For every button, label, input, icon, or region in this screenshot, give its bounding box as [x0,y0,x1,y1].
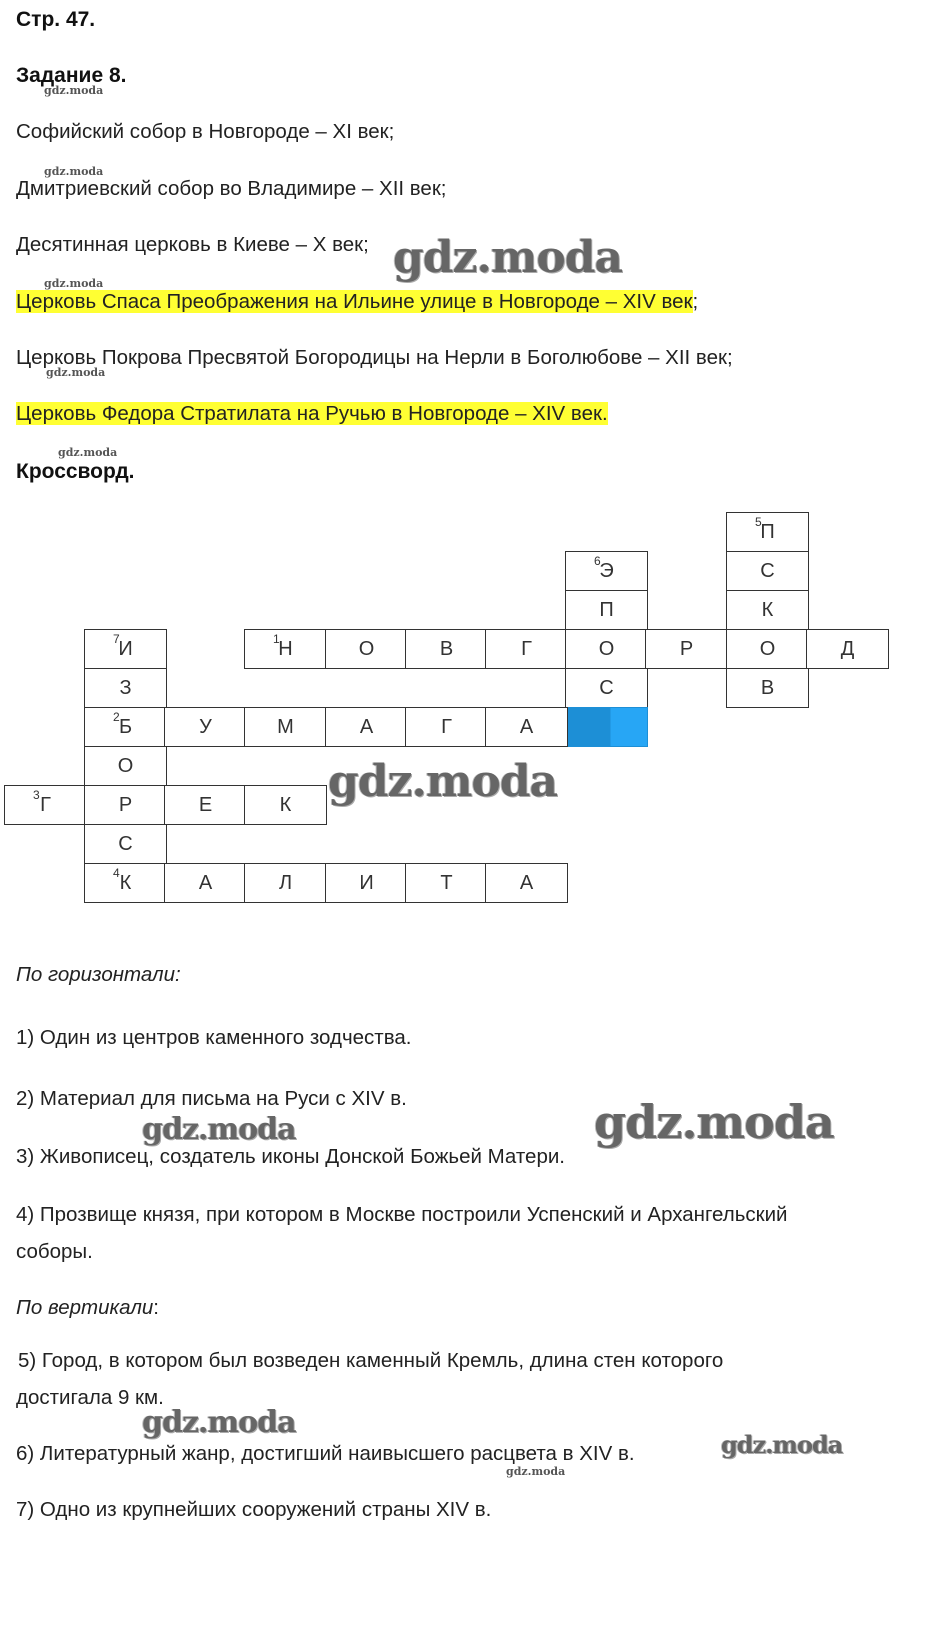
crossword-cell [84,863,167,903]
vertical-title-text: По вертикали [16,1296,154,1319]
watermark: gdz.moda [393,232,623,283]
cell-letter: Р [679,637,694,660]
clue-number: 2 [113,710,120,724]
answer-line-3: Десятинная церковь в Киеве – X век; [16,233,369,256]
vertical-clue-5-cont: достигала 9 км. [16,1386,164,1409]
crossword-cell [325,863,408,903]
crossword-cell [726,668,809,708]
clue-number: 7 [113,632,120,646]
cell-letter: И [359,871,374,894]
horizontal-clue-3: 3) Живописец, создатель иконы Донской Божьей Матери. [16,1145,565,1168]
watermark: gdz.moda [594,1095,834,1149]
crossword-cell [164,707,247,747]
horizontal-clue-4-cont: соборы. [16,1240,93,1263]
cell-letter: С [599,676,614,699]
crossword-cell [164,863,247,903]
cell-letter: Б [118,715,133,738]
crossword-cell [405,863,488,903]
crossword-cell [84,785,167,825]
watermark: gdz.moda [44,165,104,178]
cell-letter: А [519,871,534,894]
crossword-cell [726,512,809,552]
cell-letter: В [760,676,775,699]
page-label: Стр. 47. [16,8,96,31]
watermark: gdz.moda [44,84,104,97]
crossword-title: Кроссворд. [16,460,135,483]
crossword-cell-blue [565,707,648,747]
cell-letter: С [118,832,133,855]
crossword-cell [244,707,327,747]
cell-letter: Г [441,715,452,738]
highlighted-text: Церковь Спаса Преображения на Ильине улице в Новгороде – XIV век [16,290,693,313]
crossword-cell [565,551,648,591]
answer-line-5: Церковь Покрова Пресвятой Богородицы на Нерли в Боголюбове – XII век; [16,346,733,369]
clue-number: 4 [113,866,120,880]
cell-letter: Н [278,637,293,660]
vertical-clue-6: 6) Литературный жанр, достигший наивысшего расцвета в XIV в. [16,1442,635,1465]
cell-letter: Л [278,871,293,894]
horizontal-clue-2: 2) Материал для письма на Руси с XIV в. [16,1087,407,1110]
cell-letter: О [117,754,134,777]
watermark: gdz.moda [44,277,104,290]
crossword-cell [726,551,809,591]
clue-number: 5 [755,515,762,529]
crossword-cell [485,629,568,669]
cell-letter: М [277,715,294,738]
crossword-cell [485,863,568,903]
crossword-cell [565,590,648,630]
vertical-clue-7: 7) Одно из крупнейших сооружений страны XIV в. [16,1498,492,1521]
cell-letter: Г [40,793,51,816]
crossword-cell [565,668,648,708]
crossword-cell [325,707,408,747]
crossword-cell [84,824,167,864]
task-label: Задание 8. [16,64,127,87]
line-end: ; [692,290,699,313]
horizontal-clue-1: 1) Один из центров каменного зодчества. [16,1026,412,1049]
highlighted-text: Церковь Федора Стратилата на Ручью в Новгороде – XIV век. [16,402,608,425]
cell-letter: В [439,637,454,660]
clue-number: 3 [33,788,40,802]
cell-letter: Г [521,637,532,660]
horizontal-title: По горизонтали: [16,963,181,986]
vertical-clue-5: 5) Город, в котором был возведен каменный Кремль, длина стен которого [18,1349,724,1372]
cell-letter: У [199,715,212,738]
answer-line-4 [16,290,698,314]
vertical-title [16,1296,159,1320]
cell-letter: П [760,520,775,543]
answer-line-2: Дмитриевский собор во Владимире – XII век; [16,177,447,200]
crossword-cell [84,746,167,786]
crossword-cell [565,629,648,669]
cell-letter: Е [198,793,213,816]
cell-letter: А [198,871,213,894]
crossword-cell [84,668,167,708]
crossword-cell [485,707,568,747]
crossword-cell [325,629,408,669]
crossword-cell [244,785,327,825]
clue-number: 6 [594,554,601,568]
cell-letter: З [119,676,132,699]
crossword-cell [84,707,167,747]
cell-letter: О [759,637,776,660]
clue-number: 1 [273,632,280,646]
crossword-cell [806,629,889,669]
crossword-cell [645,629,728,669]
cell-letter: О [358,637,375,660]
cell-letter: А [359,715,374,738]
answer-line-1: Софийский собор в Новгороде – XI век; [16,120,395,143]
crossword-cell [244,863,327,903]
crossword-cell [405,629,488,669]
cell-letter: П [599,598,614,621]
crossword-cell [726,629,809,669]
watermark: gdz.moda [506,1465,566,1478]
watermark: gdz.moda [58,446,118,459]
crossword-cell [726,590,809,630]
cell-letter: С [760,559,775,582]
cell-letter: Р [118,793,133,816]
horizontal-clue-4: 4) Прозвище князя, при котором в Москве построили Успенский и Архангельский [16,1203,788,1226]
watermark: gdz.moda [328,756,558,807]
watermark: gdz.moda [721,1430,843,1459]
vertical-title-colon: : [153,1296,159,1319]
cell-letter: Э [599,559,614,582]
answer-line-6 [16,402,608,426]
cell-letter: К [279,793,292,816]
watermark: gdz.moda [142,1405,296,1440]
cell-letter: К [119,871,132,894]
cell-letter: И [118,637,133,660]
cell-letter: А [519,715,534,738]
crossword-cell [4,785,87,825]
crossword-cell [164,785,247,825]
crossword-cell [84,629,167,669]
crossword-cell [405,707,488,747]
cell-letter: К [761,598,774,621]
cell-letter: Т [440,871,453,894]
cell-letter: Д [840,637,855,660]
crossword-cell [244,629,327,669]
cell-letter: О [598,637,615,660]
watermark: gdz.moda [142,1112,296,1147]
watermark: gdz.moda [46,366,106,379]
